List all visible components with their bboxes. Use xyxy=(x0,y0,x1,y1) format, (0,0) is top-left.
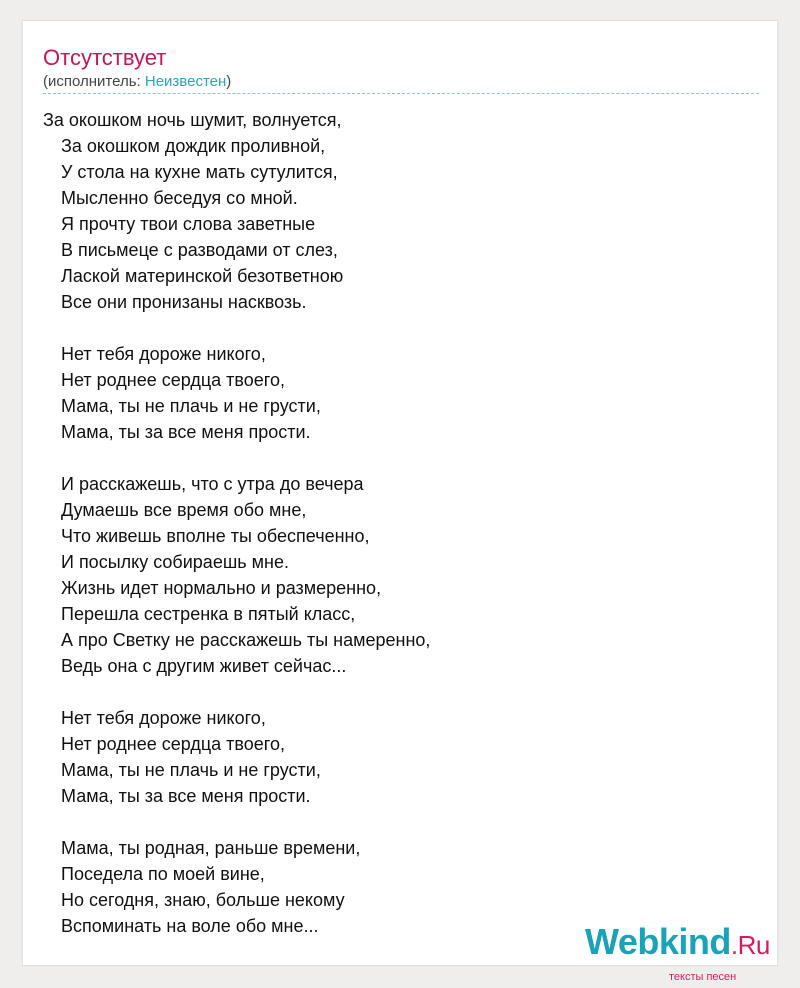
lyrics-card xyxy=(22,20,778,983)
lyric-line: А про Светку не расскажешь ты намеренно, xyxy=(61,630,431,650)
lyric-line: Что живешь вполне ты обеспеченно, xyxy=(61,526,370,546)
lyric-line: И расскажешь, что с утра до вечера xyxy=(61,474,364,494)
lyric-line: Я прочту твои слова заветные xyxy=(61,214,316,234)
artist-line xyxy=(43,73,231,91)
lyric-line: Лаской материнской безответною xyxy=(61,266,344,286)
lyric-line: Мама, ты не плачь и не грусти, xyxy=(61,396,321,416)
lyric-line: За окошком ночь шумит, волнуется, xyxy=(43,110,342,130)
title-divider xyxy=(43,93,759,94)
lyrics-stanza xyxy=(43,471,759,679)
lyric-line: Мама, ты за все меня прости. xyxy=(61,786,311,806)
lyric-line: Мама, ты родная, раньше времени, xyxy=(61,838,361,858)
lyric-line: Думаешь все время обо мне, xyxy=(61,500,307,520)
logo-main-text: Webkind xyxy=(585,921,731,962)
lyric-line: Мама, ты не плачь и не грусти, xyxy=(61,760,321,780)
lyric-line: Нет тебя дороже никого, xyxy=(61,708,266,728)
lyric-line: Все они пронизаны насквозь. xyxy=(61,292,307,312)
lyric-line: Ведь она с другим живет сейчас... xyxy=(61,656,347,676)
lyric-line: Жизнь идет нормально и размеренно, xyxy=(61,578,382,598)
lyrics-stanza xyxy=(43,107,759,315)
song-title: Отсутствует xyxy=(43,45,167,70)
logo-wordmark xyxy=(585,921,770,966)
lyric-line: Но сегодня, знаю, больше некому xyxy=(61,890,345,910)
lyric-line: Нет роднее сердца твоего, xyxy=(61,734,285,754)
lyrics-stanza xyxy=(43,705,759,809)
lyric-line: И посылку собираешь мне. xyxy=(61,552,289,572)
lyric-line: Нет тебя дороже никого, xyxy=(61,344,266,364)
webkind-logo[interactable] xyxy=(585,921,785,983)
logo-tagline: тексты песен xyxy=(669,971,737,983)
lyrics-body xyxy=(43,107,759,965)
lyric-line: Перешла сестренка в пятый класс, xyxy=(61,604,356,624)
lyric-line: Мама, ты за все меня прости. xyxy=(61,422,311,442)
lyric-line: У стола на кухне мать сутулится, xyxy=(61,162,338,182)
logo-tld: .Ru xyxy=(730,930,770,960)
artist-suffix: ) xyxy=(226,73,232,90)
lyric-line: Мысленно беседуя со мной. xyxy=(61,188,298,208)
lyric-line: Вспоминать на воле обо мне... xyxy=(61,916,319,936)
lyric-line: Нет роднее сердца твоего, xyxy=(61,370,285,390)
lyrics-stanza xyxy=(43,341,759,445)
lyric-line: За окошком дождик проливной, xyxy=(61,136,326,156)
lyric-line: Поседела по моей вине, xyxy=(61,864,265,884)
lyric-line: В письмеце с разводами от слез, xyxy=(61,240,338,260)
artist-prefix: (исполнитель: xyxy=(43,73,145,90)
artist-link[interactable]: Неизвестен xyxy=(144,73,227,90)
